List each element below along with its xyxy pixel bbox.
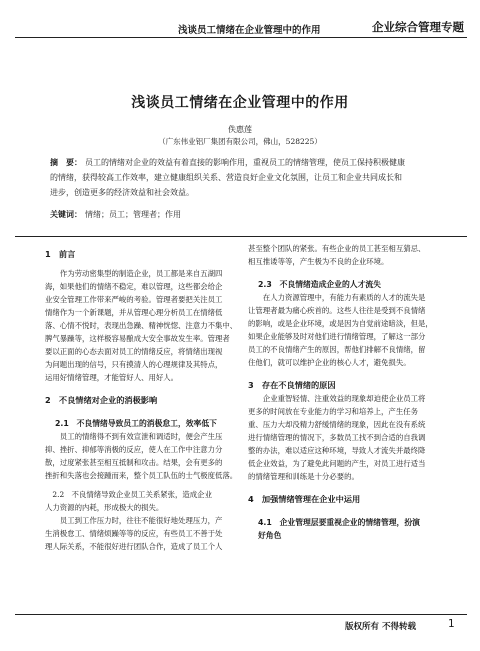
section-heading: 3 存在不良情绪的原因 bbox=[248, 380, 336, 390]
text-line: 低企业效益，为了避免此问题的产生，对员工进行适当 bbox=[248, 459, 426, 468]
running-title: 浅谈员工情绪在企业管理中的作用 bbox=[178, 25, 321, 36]
text-line: 企业重智轻情、注重效益的现象却迫使企业员工将 bbox=[262, 394, 426, 403]
text-line: 的影响，或是企业环境，或是因为自觉前途暗淡，但是， bbox=[248, 319, 433, 328]
text-line: 相互推诿等等，产生极为不良的企业环境。 bbox=[248, 257, 389, 266]
page-number: 1 bbox=[448, 618, 455, 630]
text-line: 2.2 不良情绪导致企业员工关系紧张，造成企业 bbox=[52, 490, 212, 499]
text-line: 让管理者最为痛心疾首的。这些人往往是受到不良情绪 bbox=[248, 306, 426, 315]
text-line: 作为劳动密集型的制造企业，员工都是来自五湖四 bbox=[59, 269, 223, 278]
subsection-heading: 2.3 不良情绪造成企业的人才流失 bbox=[258, 280, 381, 289]
section-heading: 4 加强情绪管理在企业中运用 bbox=[248, 494, 361, 504]
text-line: 落、心情不悦时，表现出急躁、精神恍惚、注意力不集中、 bbox=[45, 321, 238, 330]
article-title: 浅谈员工情绪在企业管理中的作用 bbox=[131, 95, 349, 111]
page-header bbox=[0, 0, 480, 38]
section-heading: 2 不良情绪对企业的消极影响 bbox=[45, 395, 158, 405]
text-line: 员工到工作压力时，往往不能很好地处理压力，产 bbox=[59, 516, 223, 525]
paragraph bbox=[45, 430, 240, 482]
keywords-text: 情绪；员工；管理者；作用 bbox=[85, 210, 181, 219]
paragraph bbox=[45, 488, 240, 553]
text-line: 更多的时间放在专业能力的学习和培养上，产生任务 bbox=[248, 407, 418, 416]
text-line: 重、压力大却没精力舒缓情绪的现象，因此在没有系统 bbox=[248, 420, 426, 429]
paragraph bbox=[248, 242, 443, 268]
text-line: 整的办法，难以适应这种环境，导致人才流失并最终降 bbox=[248, 446, 426, 455]
text-line: 甚至整个团队的紧张。有些企业的员工甚至相互猜忌、 bbox=[248, 244, 426, 253]
text-line: 为问题出现的信号，只有摸清人的心理规律及其特点， bbox=[45, 360, 223, 369]
text-line: 脾气暴躁等，这样极容易酿成大安全事故发生率。管理者 bbox=[45, 334, 230, 343]
abstract-line: 的情绪，获得较高工作效率，建立健康组织关系、营造良好企业文化氛围，让员工和企业共同成长和 bbox=[50, 173, 402, 182]
keywords bbox=[50, 209, 440, 221]
footer-rule bbox=[15, 614, 467, 615]
text-line: 的情绪管理和训练是十分必要的。 bbox=[248, 472, 359, 481]
text-line: 住他们，就可以维护企业的核心人才，避免损失。 bbox=[248, 358, 411, 367]
abstract bbox=[50, 155, 440, 200]
abstract-line: 进步，创造更多的经济效益和社会效益。 bbox=[50, 188, 194, 197]
text-line: 在人力资源管理中，有能力有素质的人才的流失是 bbox=[262, 293, 426, 302]
left-column bbox=[45, 248, 240, 553]
text-line: 运用好情绪管理，才能管好人、用好人。 bbox=[45, 373, 179, 382]
text-line: 生消极怠工、情绪烦躁等等的反应，有些员工不善于处 bbox=[45, 529, 223, 538]
text-line: 情绪作为一个新课题，并从管理心理分析员工在情绪低 bbox=[45, 308, 223, 317]
subsection-heading: 2.1 不良情绪导致员工的消极怠工，效率低下 bbox=[55, 419, 217, 428]
section-heading: 1 前言 bbox=[45, 249, 76, 259]
text-line: 理人际关系，不能很好进行团队合作，造成了员工个人 bbox=[45, 542, 223, 551]
header-rule bbox=[15, 37, 467, 38]
column-name: 企业综合管理专题 bbox=[372, 20, 464, 34]
abstract-label: 摘 要： bbox=[50, 158, 82, 167]
paragraph bbox=[248, 392, 443, 483]
text-line: 业安全管理工作带来严峻的考验。管理者要把关注员工 bbox=[45, 295, 223, 304]
text-line: 人力资源的内耗，形成极大的损失。 bbox=[45, 503, 164, 512]
text-line: 员工的不良情绪产生的原因，帮他们排解不良情绪，留 bbox=[248, 345, 426, 354]
paragraph bbox=[45, 267, 240, 384]
text-line: 挫折和失落也会接踵而来，整个员工队伍的士气极度低落。 bbox=[45, 471, 238, 480]
text-line: 散，过度紧张甚至相互抵制和攻击。结果，会有更多的 bbox=[45, 458, 223, 467]
subsection-heading: 4.1 企业管理层要重视企业的情绪管理，扮演 bbox=[258, 518, 420, 527]
text-line: 如果企业能够及时对他们进行情绪管理，了解这一部分 bbox=[248, 332, 426, 341]
text-line: 员工的情绪得不到有效宣泄和调适时，便会产生压 bbox=[59, 432, 223, 441]
text-line: 要以正面的心态去面对员工的情绪反应，将情绪出现视 bbox=[45, 347, 223, 356]
abstract-line bbox=[50, 155, 440, 170]
subsection-heading: 好角色 bbox=[258, 531, 282, 540]
article-affiliation: （广东伟业铝厂集团有限公司，佛山，528225） bbox=[158, 137, 322, 146]
paragraph bbox=[248, 291, 443, 369]
copyright-notice: 版权所有 不得转载 bbox=[345, 622, 416, 632]
text-line: 抑、挫折、抑郁等消极的反应，使人在工作中注意力分 bbox=[45, 445, 223, 454]
abstract-divider bbox=[15, 236, 467, 237]
right-column bbox=[248, 242, 443, 542]
abstract-text: 员工的情绪对企业的效益有着直接的影响作用，重视员工的情绪管理，使员工保持积极健康 bbox=[85, 158, 405, 167]
keywords-label: 关键词： bbox=[50, 210, 82, 219]
text-line: 海，如果他们的情绪不稳定，难以管理，这些都会给企 bbox=[45, 282, 223, 291]
text-line: 进行情绪管理的情况下，多数员工找不到合适的自我调 bbox=[248, 433, 426, 442]
article-author: 佚惠莲 bbox=[228, 125, 252, 134]
